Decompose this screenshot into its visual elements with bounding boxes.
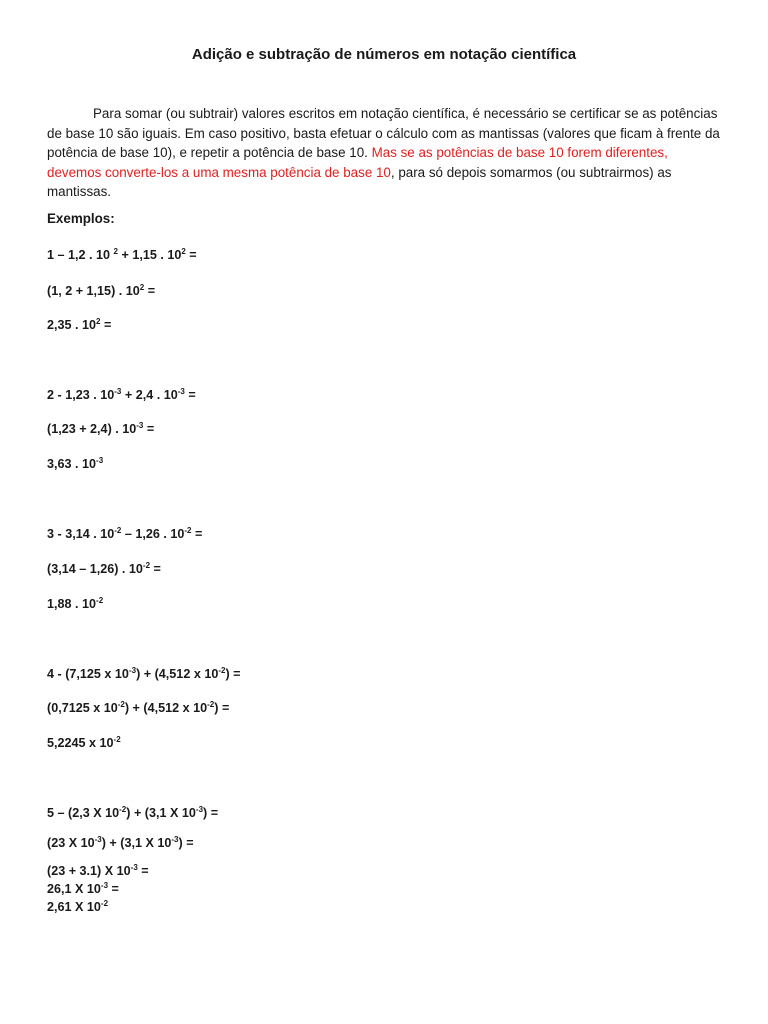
intro-paragraph xyxy=(47,104,725,202)
document-title: Adição e subtração de números em notação científica xyxy=(191,46,577,63)
example-1-line-1: 1 – 1,2 . 10 $^2$ + 1,15 . $10^2$ = xyxy=(47,247,197,262)
examples-label: Exemplos: xyxy=(47,211,115,226)
example-2-line-1: 2 - 1,23 . $10^{-3} + 2,4$ . $10^{-3}$ = xyxy=(47,387,196,402)
example-2-line-2: (1,23 + 2,4) . $10^{-3}$ = xyxy=(47,421,155,436)
example-3-line-3: 1,88 . $10^{-2}$ xyxy=(47,596,104,611)
example-1-line-3: 2,35 . $10^2$ = xyxy=(47,317,112,332)
example-2-line-3: 3,63 . $10^{-3}$ xyxy=(47,456,104,471)
intro-highlight: Mas se as potências de base 10 forem diferentes, devemos converte-los a uma mesma potência de base 10 xyxy=(47,145,668,180)
intro-text-1: Para somar (ou subtrair) valores escritos em notação científica, é necessário se certificar se as potências de base 10 são iguais. Em caso positivo, basta efetuar o cálculo com as mantissas (valores que ficam à frente da potência de base 10), e repetir a potência de base 10. xyxy=(47,106,720,160)
example-5-line-3: (23 + 3.1) X $10^{-3}$ = xyxy=(47,863,149,878)
example-5-line-2: (23 X $10^{-3}) + (3,1$ X $10^{-3}$) = xyxy=(47,835,194,850)
example-4-line-2: (0,7125 x $10^{-2}) + (4,512$ x $10^{-2}$) = xyxy=(47,700,230,715)
example-5-line-1: 5 – (2,3 X $10^{-2}) + (3,1$ X $10^{-3}$) = xyxy=(47,805,219,820)
example-3-line-2: (3,14 – 1,26) . $10^{-2}$ = xyxy=(47,561,161,576)
example-3-line-1: 3 - 3,14 . $10^{-2} - 1,26$ . $10^{-2}$ = xyxy=(47,526,203,541)
example-5-line-4: 26,1 X $10^{-3}$ = xyxy=(47,881,119,896)
example-4-line-1: 4 - (7,125 x $10^{-3}) + (4,512$ x $10^{-2}$) = xyxy=(47,666,241,681)
example-5-line-5: 2,61 X $10^{-2}$ xyxy=(47,899,109,914)
example-1-line-2: (1, 2 + 1,15) . $10^2$ = xyxy=(47,283,156,298)
example-4-line-3: 5,2245 x $10^{-2}$ xyxy=(47,735,121,750)
intro-text-2: , para só depois somarmos (ou subtrairmos) as mantissas. xyxy=(47,164,672,199)
